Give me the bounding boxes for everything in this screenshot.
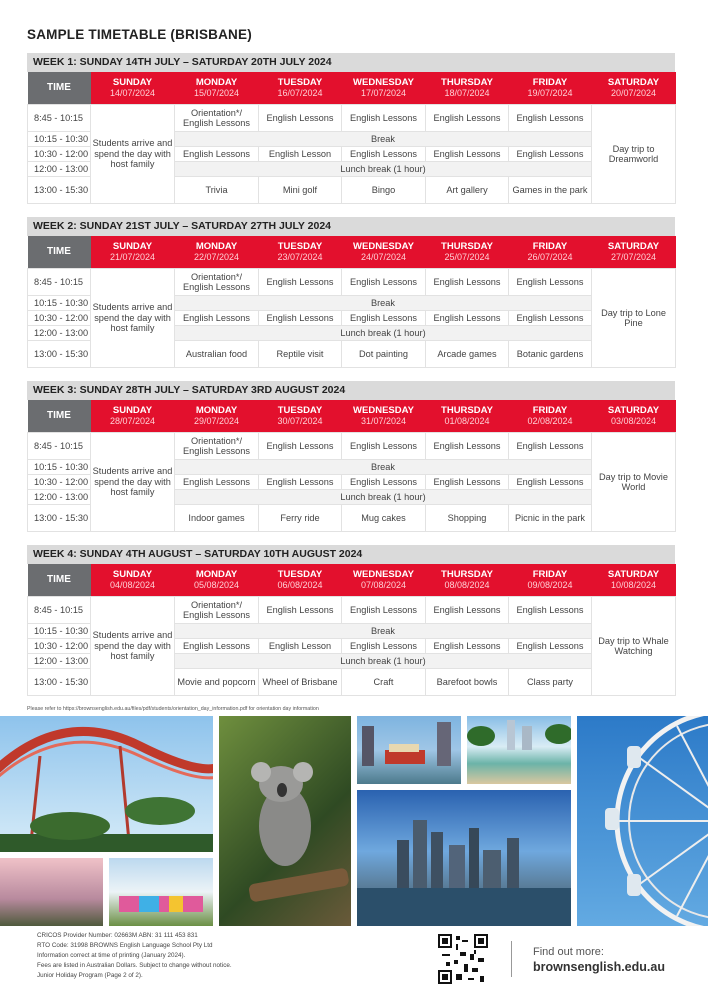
- midday-activity: English Lessons: [259, 475, 342, 490]
- midday-activity: English Lessons: [175, 639, 259, 654]
- photo-collage: [0, 716, 708, 926]
- day-header-row: [28, 400, 676, 433]
- time-cell: 13:00 - 15:30: [28, 341, 91, 368]
- morning-row: [28, 597, 676, 624]
- afternoon-activity: Trivia: [175, 177, 259, 204]
- time-cell: 10:30 - 12:00: [28, 311, 91, 326]
- day-name: SATURDAY: [607, 241, 660, 252]
- streets-beach-photo: [467, 716, 571, 784]
- afternoon-activity: Dot painting: [342, 341, 426, 368]
- day-header-saturday: [592, 72, 676, 105]
- day-name: THURSDAY: [441, 405, 493, 416]
- day-name: WEDNESDAY: [353, 77, 414, 88]
- day-name: MONDAY: [195, 241, 238, 252]
- day-date: 24/07/2024: [360, 252, 407, 262]
- midday-activity: English Lessons: [509, 639, 592, 654]
- day-date: 01/08/2024: [444, 416, 490, 426]
- day-header-tuesday: [259, 236, 342, 269]
- time-cell: 8:45 - 10:15: [28, 433, 91, 460]
- week-section: [27, 53, 675, 204]
- day-header-sunday: [91, 400, 175, 433]
- morning-activity: English Lessons: [426, 597, 509, 624]
- day-header-wednesday: [342, 72, 426, 105]
- ferris-wheel-illustration: [577, 716, 708, 926]
- week-section: [27, 545, 675, 696]
- day-date: 08/08/2024: [444, 580, 490, 590]
- day-name: THURSDAY: [441, 77, 493, 88]
- day-header-monday: [175, 564, 259, 597]
- morning-row: [28, 433, 676, 460]
- footer-line: RTO Code: 31998 BROWNS English Language School Pty Ltd: [37, 942, 213, 949]
- day-date: 18/07/2024: [444, 88, 490, 98]
- day-date: 02/08/2024: [527, 416, 573, 426]
- midday-activity: English Lessons: [342, 639, 426, 654]
- morning-activity: English Lessons: [426, 433, 509, 460]
- midday-activity: English Lessons: [175, 311, 259, 326]
- day-header-tuesday: [259, 564, 342, 597]
- time-header: TIME: [28, 400, 91, 433]
- morning-row: [28, 105, 676, 132]
- day-header-thursday: [426, 236, 509, 269]
- day-header-monday: [175, 236, 259, 269]
- day-name: TUESDAY: [277, 569, 323, 580]
- day-date: 14/07/2024: [109, 88, 156, 98]
- day-date: 03/08/2024: [610, 416, 657, 426]
- afternoon-activity: Shopping: [426, 505, 509, 532]
- morning-activity: Orientation*/ English Lessons: [175, 597, 259, 624]
- midday-activity: English Lessons: [426, 311, 509, 326]
- midday-activity: English Lessons: [259, 311, 342, 326]
- afternoon-activity: Picnic in the park: [509, 505, 592, 532]
- day-name: FRIDAY: [532, 405, 568, 416]
- time-header: TIME: [28, 236, 91, 269]
- morning-activity: English Lessons: [509, 597, 592, 624]
- day-name: FRIDAY: [532, 241, 568, 252]
- time-cell: 13:00 - 15:30: [28, 505, 91, 532]
- day-header-wednesday: [342, 564, 426, 597]
- footer-line: Information correct at time of printing (January 2024).: [37, 952, 186, 959]
- day-name: WEDNESDAY: [353, 569, 414, 580]
- day-name: THURSDAY: [441, 241, 493, 252]
- day-header-thursday: [426, 72, 509, 105]
- day-header-row: [28, 564, 676, 597]
- find-out-more-label: Find out more:: [533, 946, 604, 958]
- day-name: WEDNESDAY: [353, 241, 414, 252]
- morning-activity: English Lessons: [426, 105, 509, 132]
- day-header-friday: [509, 564, 592, 597]
- time-cell: 10:30 - 12:00: [28, 147, 91, 162]
- day-name: SATURDAY: [607, 405, 660, 416]
- time-cell: 10:30 - 12:00: [28, 639, 91, 654]
- day-header-friday: [509, 236, 592, 269]
- time-cell: 8:45 - 10:15: [28, 597, 91, 624]
- day-date: 06/08/2024: [277, 580, 323, 590]
- day-date: 31/07/2024: [360, 416, 407, 426]
- day-name: TUESDAY: [277, 241, 323, 252]
- break-cell: Break: [175, 132, 592, 147]
- morning-activity: Orientation*/ English Lessons: [175, 105, 259, 132]
- day-date: 09/08/2024: [527, 580, 573, 590]
- day-date: 04/08/2024: [109, 580, 156, 590]
- river-ferry-photo: [357, 716, 461, 784]
- day-date: 07/08/2024: [360, 580, 407, 590]
- midday-activity: English Lessons: [509, 311, 592, 326]
- ferris-wheel-photo: [577, 716, 708, 926]
- brisbane-skyline-photo: [357, 790, 571, 926]
- day-header-tuesday: [259, 72, 342, 105]
- day-header-wednesday: [342, 236, 426, 269]
- lunch-cell: Lunch break (1 hour): [175, 490, 592, 505]
- koala-photo: [219, 716, 351, 926]
- week-heading: WEEK 2: SUNDAY 21ST JULY – SATURDAY 27TH JULY 2024: [27, 217, 675, 236]
- day-name: FRIDAY: [532, 77, 568, 88]
- beach-illustration: [467, 716, 571, 784]
- footer-info: [37, 931, 232, 981]
- day-header-row: [28, 236, 676, 269]
- day-name: SATURDAY: [607, 77, 660, 88]
- morning-activity: English Lessons: [509, 105, 592, 132]
- afternoon-activity: Barefoot bowls: [426, 669, 509, 696]
- afternoon-activity: Movie and popcorn: [175, 669, 259, 696]
- afternoon-activity: Australian food: [175, 341, 259, 368]
- afternoon-activity: Craft: [342, 669, 426, 696]
- day-name: FRIDAY: [532, 569, 568, 580]
- day-date: 27/07/2024: [610, 252, 657, 262]
- midday-activity: English Lessons: [175, 147, 259, 162]
- morning-activity: English Lessons: [342, 433, 426, 460]
- day-header-monday: [175, 72, 259, 105]
- midday-activity: English Lessons: [426, 639, 509, 654]
- morning-activity: English Lessons: [342, 105, 426, 132]
- footer-divider: [511, 941, 512, 977]
- day-header-thursday: [426, 400, 509, 433]
- midday-activity: English Lessons: [509, 475, 592, 490]
- afternoon-activity: Games in the park: [509, 177, 592, 204]
- day-name: TUESDAY: [277, 405, 323, 416]
- sunday-activity: Students arrive and spend the day with host family: [91, 433, 175, 532]
- website-link[interactable]: brownsenglish.edu.au: [533, 960, 665, 974]
- day-date: 29/07/2024: [193, 416, 240, 426]
- day-header-saturday: [592, 564, 676, 597]
- day-date: 16/07/2024: [277, 88, 323, 98]
- day-header-saturday: [592, 400, 676, 433]
- day-header-friday: [509, 400, 592, 433]
- day-date: 15/07/2024: [193, 88, 240, 98]
- morning-activity: English Lessons: [426, 269, 509, 296]
- brisbane-sign-illustration: [109, 858, 213, 926]
- week-table: [27, 564, 676, 696]
- day-header-sunday: [91, 564, 175, 597]
- time-cell: 8:45 - 10:15: [28, 105, 91, 132]
- afternoon-activity: Mini golf: [259, 177, 342, 204]
- saturday-activity: Day trip to Whale Watching: [592, 597, 676, 696]
- morning-activity: English Lessons: [509, 269, 592, 296]
- week-table: [27, 72, 676, 204]
- afternoon-activity: Mug cakes: [342, 505, 426, 532]
- afternoon-activity: Indoor games: [175, 505, 259, 532]
- day-header-friday: [509, 72, 592, 105]
- afternoon-activity: Botanic gardens: [509, 341, 592, 368]
- day-date: 22/07/2024: [193, 252, 240, 262]
- week-section: [27, 381, 675, 532]
- koala-illustration: [219, 716, 351, 926]
- day-name: SUNDAY: [112, 77, 153, 88]
- midday-activity: English Lesson: [259, 639, 342, 654]
- midday-activity: English Lesson: [259, 147, 342, 162]
- day-name: MONDAY: [195, 405, 238, 416]
- day-header-sunday: [91, 236, 175, 269]
- lunch-cell: Lunch break (1 hour): [175, 654, 592, 669]
- morning-activity: English Lessons: [259, 597, 342, 624]
- day-header-wednesday: [342, 400, 426, 433]
- day-date: 21/07/2024: [109, 252, 156, 262]
- morning-activity: English Lessons: [342, 269, 426, 296]
- morning-activity: English Lessons: [259, 105, 342, 132]
- day-date: 23/07/2024: [277, 252, 323, 262]
- time-cell: 10:15 - 10:30: [28, 132, 91, 147]
- time-cell: 13:00 - 15:30: [28, 669, 91, 696]
- saturday-activity: Day trip to Lone Pine: [592, 269, 676, 368]
- week-table: [27, 236, 676, 368]
- page-title: SAMPLE TIMETABLE (BRISBANE): [27, 27, 252, 42]
- midday-activity: English Lessons: [342, 311, 426, 326]
- rollercoaster-illustration: [0, 716, 213, 852]
- day-date: 05/08/2024: [193, 580, 240, 590]
- morning-activity: Orientation*/ English Lessons: [175, 433, 259, 460]
- day-name: MONDAY: [195, 569, 238, 580]
- morning-activity: English Lessons: [342, 597, 426, 624]
- day-date: 17/07/2024: [360, 88, 407, 98]
- day-date: 10/08/2024: [610, 580, 657, 590]
- time-cell: 12:00 - 13:00: [28, 654, 91, 669]
- afternoon-activity: Reptile visit: [259, 341, 342, 368]
- morning-activity: Orientation*/ English Lessons: [175, 269, 259, 296]
- week-heading: WEEK 4: SUNDAY 4TH AUGUST – SATURDAY 10TH AUGUST 2024: [27, 545, 675, 564]
- day-name: TUESDAY: [277, 77, 323, 88]
- midday-activity: English Lessons: [426, 147, 509, 162]
- saturday-activity: Day trip to Dreamworld: [592, 105, 676, 204]
- sunset-city-photo: [0, 858, 103, 926]
- footer-line: Fees are listed in Australian Dollars. Subject to change without notice.: [37, 962, 232, 969]
- midday-activity: English Lessons: [509, 147, 592, 162]
- midday-activity: English Lessons: [342, 475, 426, 490]
- orientation-note: Please refer to https://brownsenglish.edu.au/files/pdf/students/orientation_day_information.pdf for orientation day information: [27, 706, 319, 712]
- afternoon-activity: Class party: [509, 669, 592, 696]
- time-cell: 12:00 - 13:00: [28, 326, 91, 341]
- midday-activity: English Lessons: [342, 147, 426, 162]
- footer-line: CRICOS Provider Number: 02663M ABN: 31 111 453 831: [37, 932, 198, 939]
- day-date: 20/07/2024: [610, 88, 657, 98]
- morning-activity: English Lessons: [259, 269, 342, 296]
- day-name: SATURDAY: [607, 569, 660, 580]
- time-header: TIME: [28, 72, 91, 105]
- qr-code-icon: [438, 934, 488, 984]
- morning-activity: English Lessons: [259, 433, 342, 460]
- skyline-illustration: [357, 790, 571, 926]
- midday-activity: English Lessons: [175, 475, 259, 490]
- afternoon-activity: Arcade games: [426, 341, 509, 368]
- afternoon-activity: Wheel of Brisbane: [259, 669, 342, 696]
- break-cell: Break: [175, 460, 592, 475]
- time-cell: 12:00 - 13:00: [28, 490, 91, 505]
- saturday-activity: Day trip to Movie World: [592, 433, 676, 532]
- time-cell: 10:15 - 10:30: [28, 624, 91, 639]
- day-name: MONDAY: [195, 77, 238, 88]
- day-header-monday: [175, 400, 259, 433]
- lunch-cell: Lunch break (1 hour): [175, 162, 592, 177]
- time-cell: 13:00 - 15:30: [28, 177, 91, 204]
- day-header-thursday: [426, 564, 509, 597]
- week-heading: WEEK 3: SUNDAY 28TH JULY – SATURDAY 3RD AUGUST 2024: [27, 381, 675, 400]
- morning-row: [28, 269, 676, 296]
- rollercoaster-photo: [0, 716, 213, 852]
- time-cell: 10:30 - 12:00: [28, 475, 91, 490]
- sunday-activity: Students arrive and spend the day with host family: [91, 597, 175, 696]
- midday-activity: English Lessons: [426, 475, 509, 490]
- day-date: 28/07/2024: [109, 416, 156, 426]
- week-section: [27, 217, 675, 368]
- day-name: WEDNESDAY: [353, 405, 414, 416]
- sunday-activity: Students arrive and spend the day with host family: [91, 105, 175, 204]
- day-header-row: [28, 72, 676, 105]
- day-date: 25/07/2024: [444, 252, 490, 262]
- day-header-sunday: [91, 72, 175, 105]
- break-cell: Break: [175, 296, 592, 311]
- day-date: 30/07/2024: [277, 416, 323, 426]
- day-name: SUNDAY: [112, 241, 153, 252]
- afternoon-activity: Bingo: [342, 177, 426, 204]
- morning-activity: English Lessons: [509, 433, 592, 460]
- day-header-tuesday: [259, 400, 342, 433]
- day-header-saturday: [592, 236, 676, 269]
- lunch-cell: Lunch break (1 hour): [175, 326, 592, 341]
- sunday-activity: Students arrive and spend the day with host family: [91, 269, 175, 368]
- time-cell: 12:00 - 13:00: [28, 162, 91, 177]
- time-cell: 10:15 - 10:30: [28, 296, 91, 311]
- afternoon-activity: Ferry ride: [259, 505, 342, 532]
- week-table: [27, 400, 676, 532]
- ferry-illustration: [357, 716, 461, 784]
- time-header: TIME: [28, 564, 91, 597]
- day-date: 26/07/2024: [527, 252, 573, 262]
- time-cell: 8:45 - 10:15: [28, 269, 91, 296]
- brisbane-sign-photo: [109, 858, 213, 926]
- day-name: SUNDAY: [112, 405, 153, 416]
- time-cell: 10:15 - 10:30: [28, 460, 91, 475]
- day-date: 19/07/2024: [527, 88, 573, 98]
- week-heading: WEEK 1: SUNDAY 14TH JULY – SATURDAY 20TH JULY 2024: [27, 53, 675, 72]
- day-name: SUNDAY: [112, 569, 153, 580]
- day-name: THURSDAY: [441, 569, 493, 580]
- footer-line: Junior Holiday Program (Page 2 of 2).: [37, 972, 143, 979]
- afternoon-activity: Art gallery: [426, 177, 509, 204]
- break-cell: Break: [175, 624, 592, 639]
